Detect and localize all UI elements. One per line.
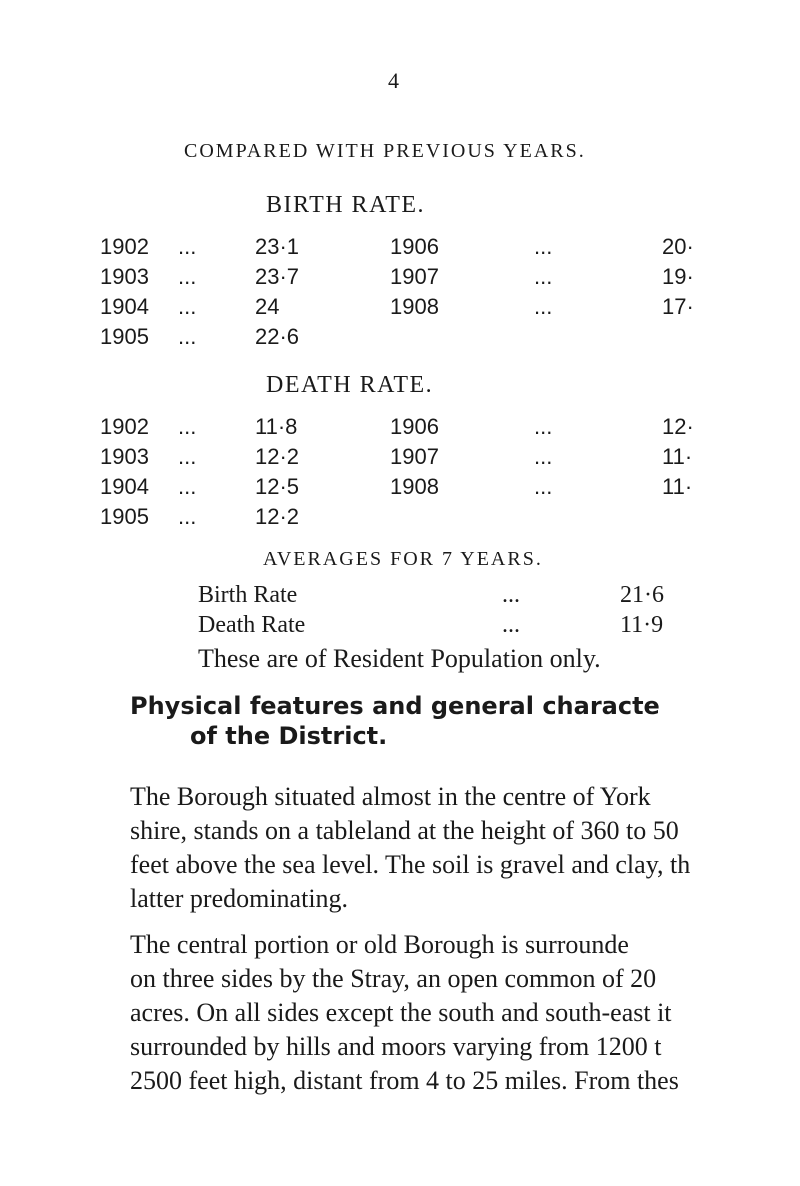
average-label: Death Rate — [198, 612, 306, 638]
average-value: 21·6 — [620, 582, 664, 608]
paragraph-line: The central portion or old Borough is surrounde — [130, 930, 629, 959]
paragraph-line: 2500 feet high, distant from 4 to 25 miles. From thes — [130, 1066, 679, 1095]
birth-value: 22·6 — [255, 324, 300, 349]
death-year: 1908 — [390, 474, 439, 499]
death-year: 1905 — [100, 504, 149, 529]
leader-dots: ... — [178, 234, 197, 259]
leader-dots: ... — [178, 474, 197, 499]
page-number: 4 — [388, 68, 399, 93]
death-value: 11·8 — [255, 414, 298, 439]
death-year: 1904 — [100, 474, 149, 499]
death-year: 1903 — [100, 444, 149, 469]
physical-heading-subline: of the District. — [190, 722, 388, 750]
leader-dots: ... — [534, 474, 553, 499]
leader-dots: ... — [534, 444, 553, 469]
population-note: These are of Resident Population only. — [198, 644, 601, 673]
averages-title: AVERAGES FOR 7 YEARS. — [263, 548, 543, 570]
birth-year: 1908 — [390, 294, 439, 319]
paragraph-line: on three sides by the Stray, an open common of 20 — [130, 964, 657, 993]
leader-dots: ... — [534, 264, 553, 289]
birth-year: 1905 — [100, 324, 149, 349]
paragraph-line: shire, stands on a tableland at the height of 360 to 50 — [130, 816, 679, 845]
paragraph-line: latter predominating. — [130, 884, 349, 913]
paragraph-line: The Borough situated almost in the centre of York — [130, 782, 651, 811]
death-value: 12·2 — [255, 504, 300, 529]
leader-dots: ... — [502, 612, 520, 638]
paragraph-central-portion — [130, 928, 679, 1098]
birth-rate-title: BIRTH RATE. — [266, 192, 426, 218]
birth-year: 1907 — [390, 264, 439, 289]
average-label: Birth Rate — [198, 582, 298, 608]
physical-heading: Physical features and general characte — [130, 692, 660, 720]
leader-dots: ... — [534, 294, 553, 319]
death-year: 1906 — [390, 414, 439, 439]
birth-year: 1906 — [390, 234, 439, 259]
death-year: 1907 — [390, 444, 439, 469]
birth-value: 23·7 — [255, 264, 300, 289]
death-value: 11· — [662, 444, 693, 469]
leader-dots: ... — [534, 234, 553, 259]
leader-dots: ... — [178, 444, 197, 469]
death-rate-title: DEATH RATE. — [266, 372, 434, 398]
leader-dots: ... — [178, 504, 197, 529]
birth-value: 19· — [662, 264, 694, 289]
birth-value: 20· — [662, 234, 694, 259]
death-value: 12· — [662, 414, 694, 439]
section-heading: COMPARED WITH PREVIOUS YEARS. — [184, 140, 586, 162]
birth-value: 23·1 — [255, 234, 300, 259]
birth-year: 1902 — [100, 234, 149, 259]
birth-value: 24 — [255, 294, 280, 319]
birth-year: 1903 — [100, 264, 149, 289]
birth-value: 17· — [662, 294, 694, 319]
death-value: 12·2 — [255, 444, 300, 469]
death-value: 12·5 — [255, 474, 300, 499]
paragraph-line: feet above the sea level. The soil is gravel and clay, th — [130, 850, 691, 879]
leader-dots: ... — [534, 414, 553, 439]
leader-dots: ... — [178, 264, 197, 289]
leader-dots: ... — [178, 294, 197, 319]
leader-dots: ... — [178, 324, 197, 349]
birth-year: 1904 — [100, 294, 149, 319]
leader-dots: ... — [502, 582, 520, 608]
paragraph-borough-situation — [130, 780, 690, 916]
leader-dots: ... — [178, 414, 197, 439]
paragraph-line: acres. On all sides except the south and south-east it — [130, 998, 672, 1027]
death-year: 1902 — [100, 414, 149, 439]
average-value: 11·9 — [620, 612, 664, 638]
death-value: 11· — [662, 474, 693, 499]
paragraph-line: surrounded by hills and moors varying from 1200 t — [130, 1032, 662, 1061]
